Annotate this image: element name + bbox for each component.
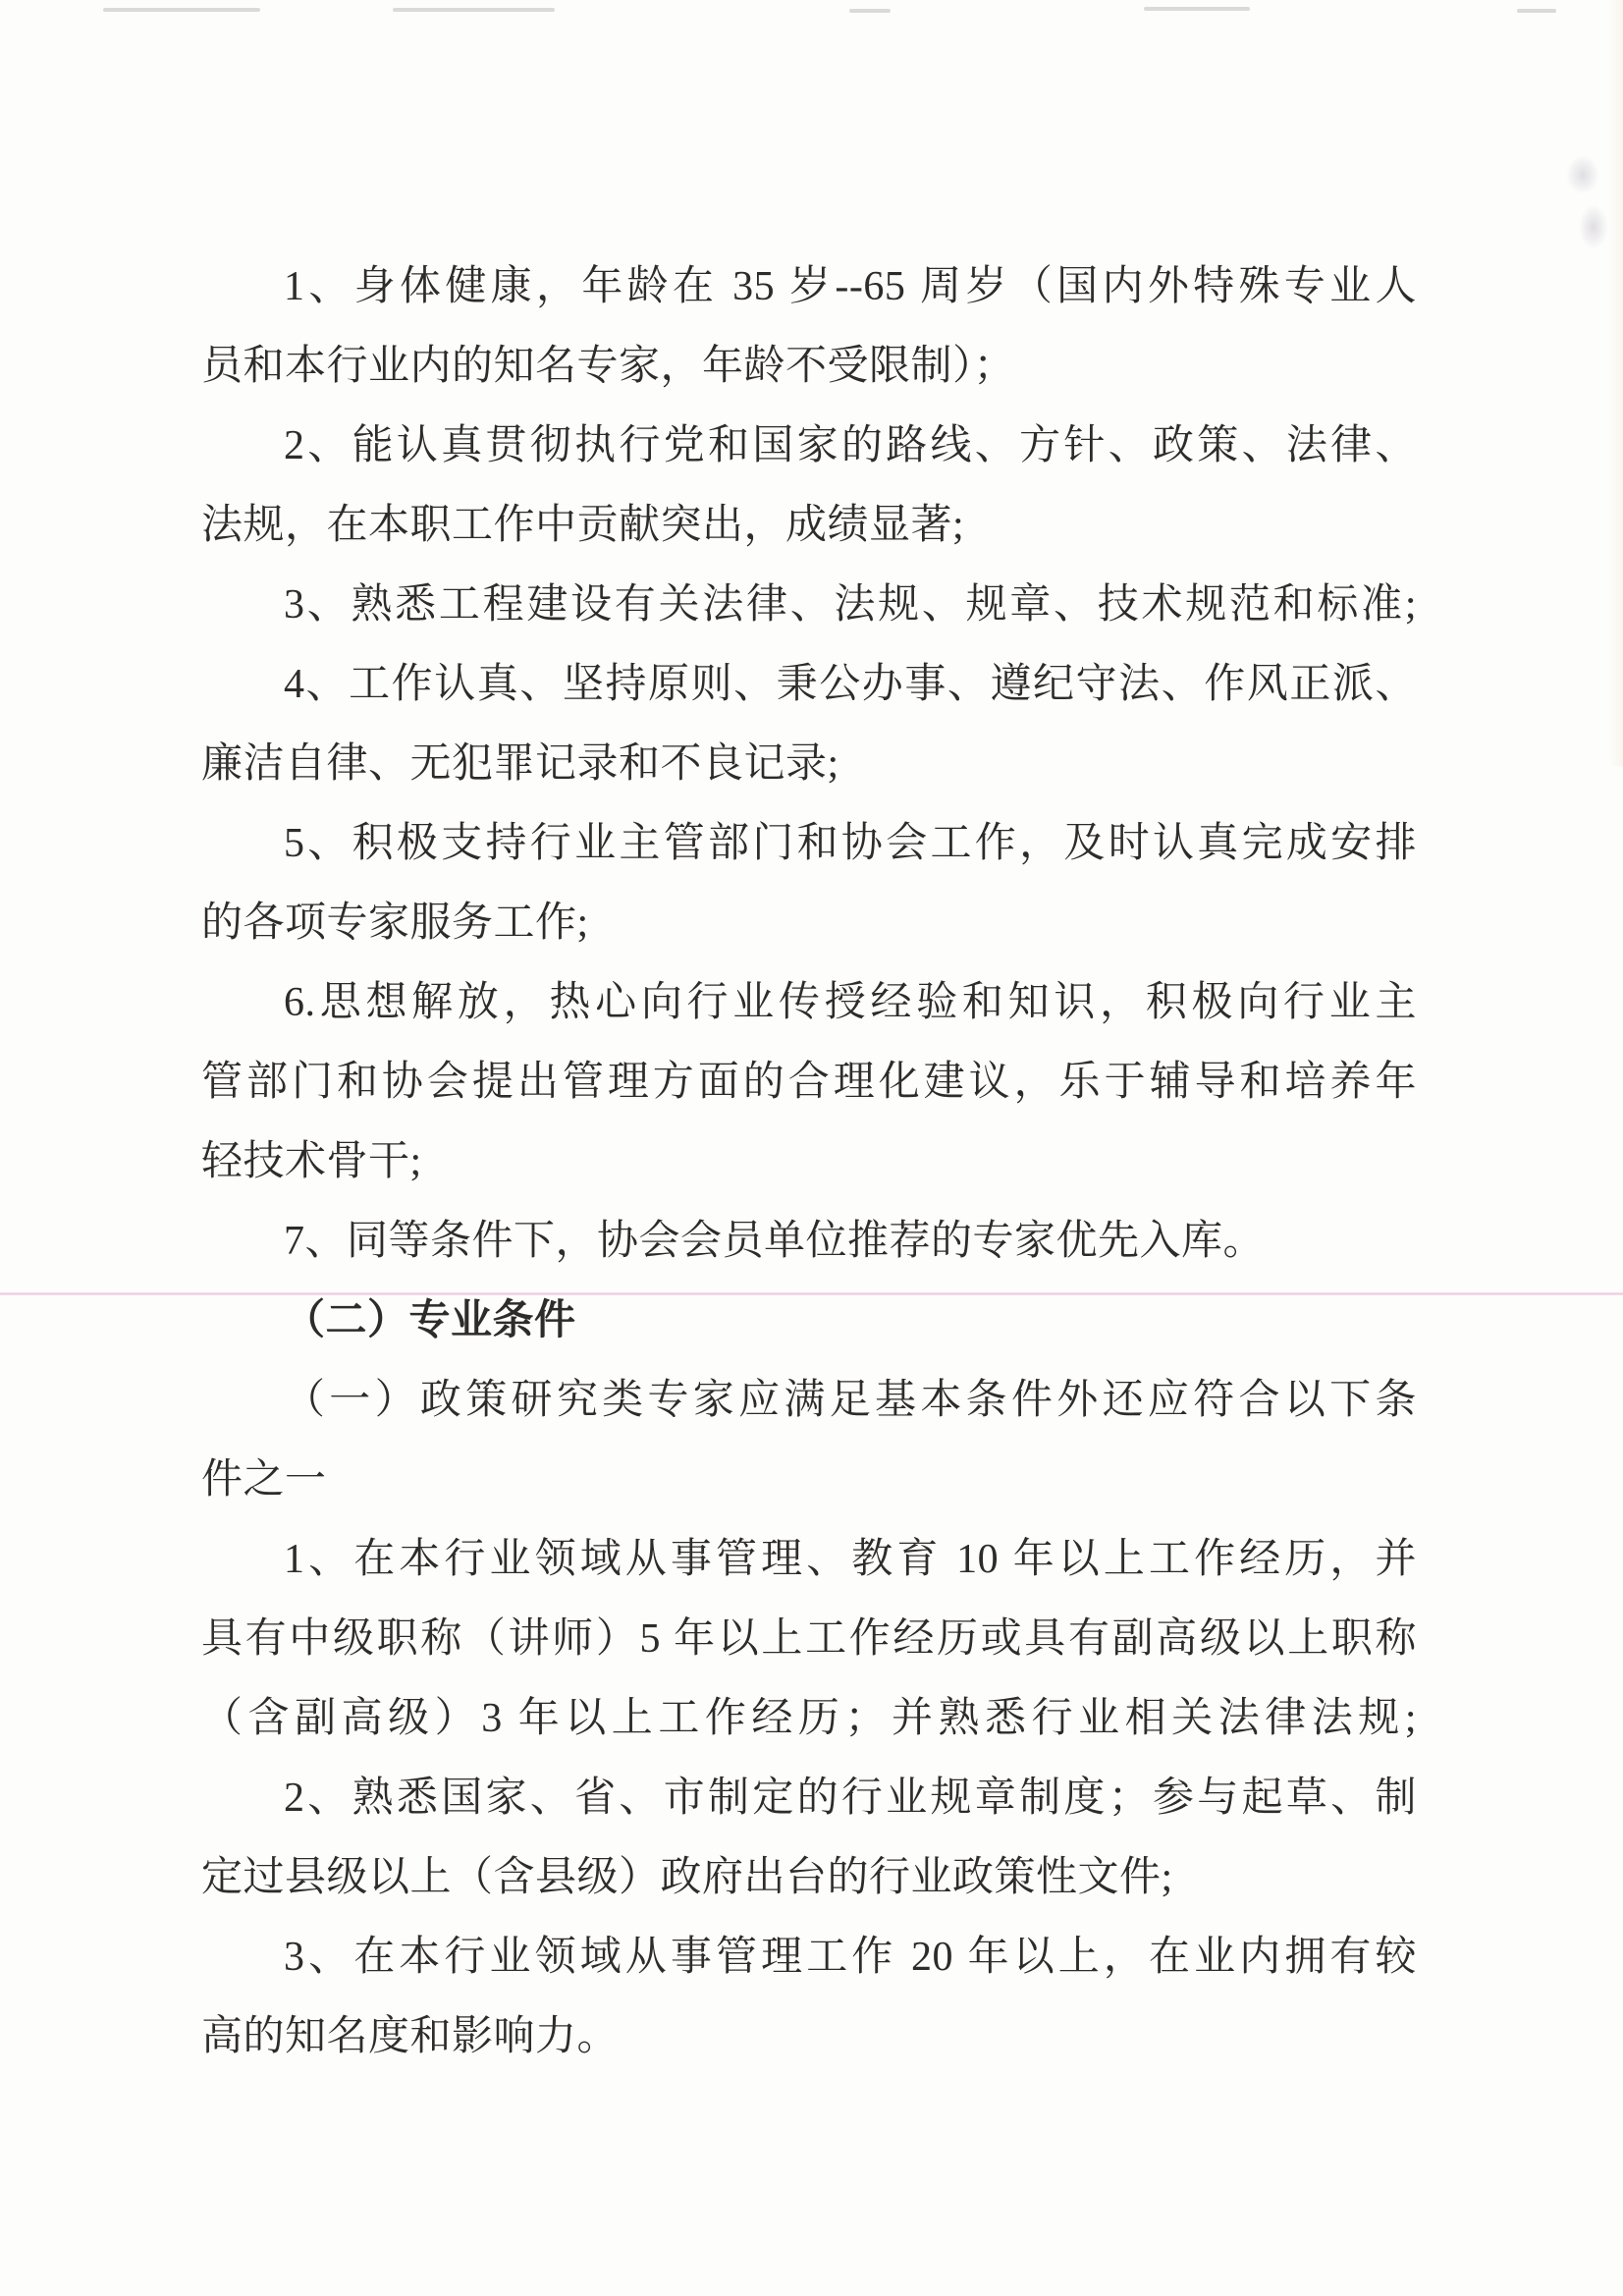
scan-streak-artifact: [1144, 7, 1250, 11]
text-line: 7、同等条件下，协会会员单位推荐的专家优先入库。: [284, 1219, 1266, 1264]
scan-streak-artifact: [103, 8, 260, 12]
text-line: 5、积极支持行业主管部门和协会工作，及时认真完成安排: [284, 821, 1417, 866]
text-line: （一）政策研究类专家应满足基本条件外还应符合以下条: [284, 1378, 1417, 1423]
text-line: 轻技术骨干;: [201, 1139, 422, 1184]
text-line: 1、身体健康，年龄在 35 岁--65 周岁（国内外特殊专业人: [284, 264, 1417, 309]
text-line: 3、在本行业领域从事管理工作 20 年以上，在业内拥有较: [284, 1935, 1417, 1980]
scan-edge-tint-artifact: [1609, 0, 1623, 766]
text-line: 的各项专家服务工作;: [201, 901, 589, 946]
scan-streak-artifact: [1517, 9, 1556, 13]
document-body: [201, 247, 1417, 2077]
text-line: （二）专业条件: [284, 1298, 576, 1343]
scan-streak-artifact: [849, 9, 891, 13]
text-line: （含副高级）3 年以上工作经历；并熟悉行业相关法律法规;: [201, 1696, 1417, 1741]
text-line: 3、熟悉工程建设有关法律、法规、规章、技术规范和标准;: [284, 582, 1417, 628]
text-line: 具有中级职称（讲师）5 年以上工作经历或具有副高级以上职称: [201, 1616, 1417, 1662]
text-line: 员和本行业内的知名专家，年龄不受限制）；: [201, 344, 1016, 389]
scan-smudge-artifact: [1566, 155, 1599, 194]
text-line: 6.思想解放，热心向行业传授经验和知识，积极向行业主: [284, 980, 1417, 1025]
text-line: 法规，在本职工作中贡献突出，成绩显著;: [201, 503, 965, 548]
text-line: 2、熟悉国家、省、市制定的行业规章制度；参与起草、制: [284, 1776, 1417, 1821]
scan-smudge-artifact: [1579, 204, 1608, 249]
text-line: 高的知名度和影响力。: [201, 2014, 620, 2059]
scan-streak-artifact: [393, 8, 555, 12]
text-line: 4、工作认真、坚持原则、秉公办事、遵纪守法、作风正派、: [284, 662, 1417, 707]
text-line: 廉洁自律、无犯罪记录和不良记录;: [201, 741, 839, 787]
text-line: 定过县级以上（含县级）政府出台的行业政策性文件;: [201, 1855, 1173, 1900]
text-line: 1、在本行业领域从事管理、教育 10 年以上工作经历，并: [284, 1537, 1417, 1582]
text-line: 2、能认真贯彻执行党和国家的路线、方针、政策、法律、: [284, 423, 1417, 468]
text-line: 件之一: [201, 1457, 327, 1503]
text-line: 管部门和协会提出管理方面的合理化建议，乐于辅导和培养年: [201, 1060, 1417, 1105]
